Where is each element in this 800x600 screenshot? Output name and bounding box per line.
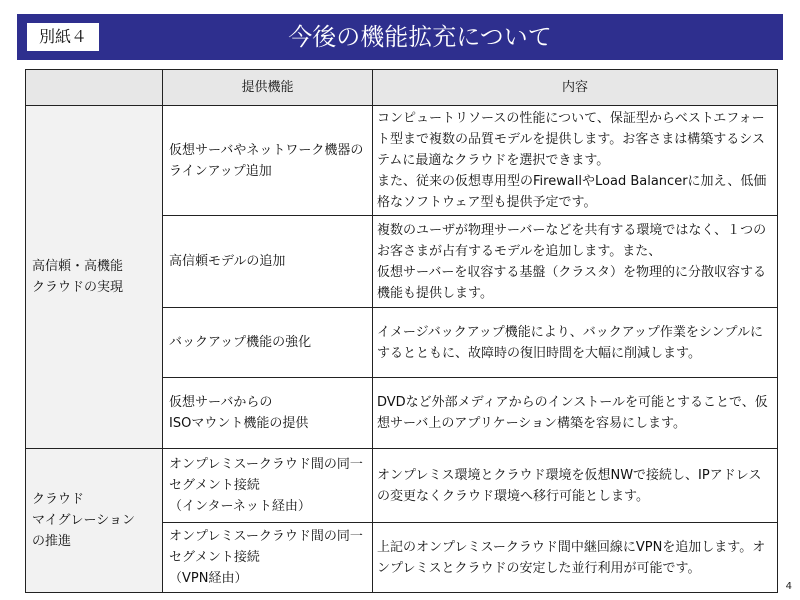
feature-cell: 仮想サーバからの ISOマウント機能の提供 — [163, 378, 373, 449]
content-cell: 上記のオンプレミスークラウド間中継回線にVPNを追加します。オンプレミスとクラウドの安定した並行利用が可能です。 — [373, 523, 778, 593]
feature-table — [25, 69, 778, 593]
table-row — [26, 449, 778, 523]
feature-cell: オンプレミスークラウド間の同一セグメント接続 （VPN経由） — [163, 523, 373, 593]
table-header-row — [26, 70, 778, 106]
feature-cell: バックアップ機能の強化 — [163, 308, 373, 378]
header-feature: 提供機能 — [163, 70, 373, 106]
feature-cell: 高信頼モデルの追加 — [163, 216, 373, 308]
page-title: 今後の機能拡充について — [288, 23, 552, 51]
content-cell: DVDなど外部メディアからのインストールを可能とすることで、仮想サーバ上のアプリケーション構築を容易にします。 — [373, 378, 778, 449]
content-cell: イメージバックアップ機能により、バックアップ作業をシンプルにするとともに、故障時の復旧時間を大幅に削減します。 — [373, 308, 778, 378]
table-row — [26, 106, 778, 216]
header-blank — [26, 70, 163, 106]
feature-cell: 仮想サーバやネットワーク機器のラインアップ追加 — [163, 106, 373, 216]
attachment-tag: 別紙４ — [27, 23, 99, 51]
category-cell: 高信頼・高機能 クラウドの実現 — [26, 106, 163, 449]
content-cell: オンプレミス環境とクラウド環境を仮想NWで接続し、IPアドレスの変更なくクラウド環境へ移行可能とします。 — [373, 449, 778, 523]
content-cell: コンピュートリソースの性能について、保証型からベストエフォート型まで複数の品質モデルを提供します。お客さまは構築するシステムに最適なクラウドを選択できます。 また、従来の仮想専用型のFirewallやLoad Balancerに加え、低価格なソフトウェア型も提供予定です。 — [373, 106, 778, 216]
category-cell: クラウド マイグレーション の推進 — [26, 449, 163, 593]
title-bar — [17, 14, 783, 60]
content-cell: 複数のユーザが物理サーバーなどを共有する環境ではなく、１つのお客さまが占有するモデルを追加します。また、 仮想サーバーを収容する基盤（クラスタ）を物理的に分散収容する機能も提供します。 — [373, 216, 778, 308]
feature-cell: オンプレミスークラウド間の同一セグメント接続 （インターネット経由） — [163, 449, 373, 523]
page-number: 4 — [785, 581, 792, 592]
header-content: 内容 — [373, 70, 778, 106]
